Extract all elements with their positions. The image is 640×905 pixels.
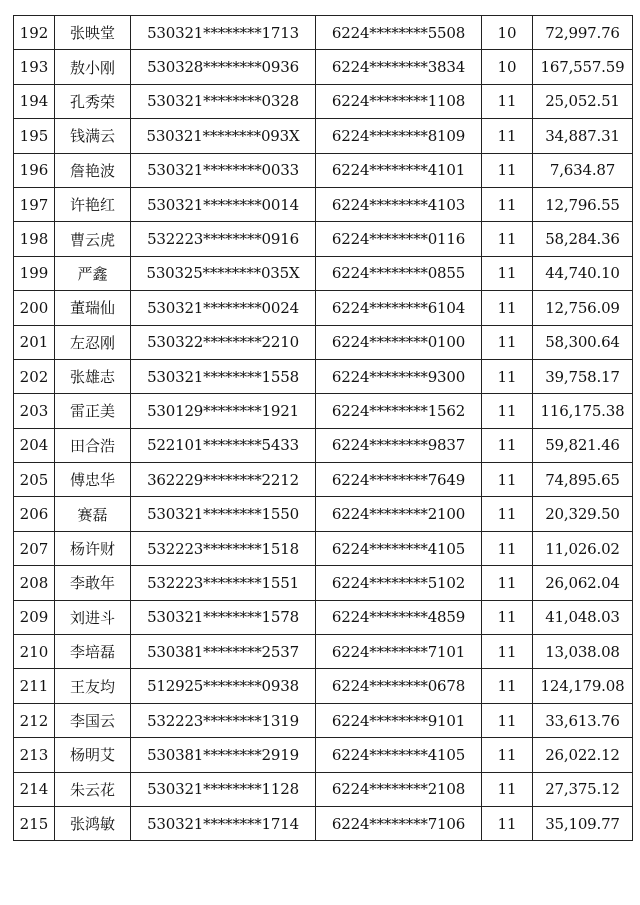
row-number-cell: 192: [14, 16, 55, 50]
person-name-cell: 严鑫: [55, 256, 131, 290]
person-name-cell: 詹艳波: [55, 153, 131, 187]
table-row: [14, 703, 633, 737]
bank-account-cell: 6224********0855: [316, 256, 482, 290]
id-number-cell: 530321********1713: [131, 16, 316, 50]
id-number-cell: 530129********1921: [131, 394, 316, 428]
person-name-cell: 刘进斗: [55, 600, 131, 634]
table-row: [14, 531, 633, 565]
person-name-cell: 许艳红: [55, 187, 131, 221]
id-number-cell: 522101********5433: [131, 428, 316, 462]
count-cell: 11: [482, 600, 533, 634]
row-number-cell: 195: [14, 119, 55, 153]
row-number-cell: 196: [14, 153, 55, 187]
person-name-cell: 董瑞仙: [55, 291, 131, 325]
amount-cell: 72,997.76: [533, 16, 633, 50]
table-row: [14, 600, 633, 634]
id-number-cell: 512925********0938: [131, 669, 316, 703]
id-number-cell: 532223********1551: [131, 566, 316, 600]
bank-account-cell: 6224********4105: [316, 738, 482, 772]
bank-account-cell: 6224********4105: [316, 531, 482, 565]
bank-account-cell: 6224********2100: [316, 497, 482, 531]
bank-account-cell: 6224********7649: [316, 463, 482, 497]
payment-roster-table: [13, 15, 633, 841]
amount-cell: 35,109.77: [533, 806, 633, 840]
amount-cell: 27,375.12: [533, 772, 633, 806]
table-row: [14, 325, 633, 359]
bank-account-cell: 6224********9101: [316, 703, 482, 737]
row-number-cell: 193: [14, 50, 55, 84]
count-cell: 11: [482, 256, 533, 290]
bank-account-cell: 6224********0678: [316, 669, 482, 703]
amount-cell: 74,895.65: [533, 463, 633, 497]
bank-account-cell: 6224********9837: [316, 428, 482, 462]
table-row: [14, 16, 633, 50]
bank-account-cell: 6224********1108: [316, 84, 482, 118]
id-number-cell: 530321********1558: [131, 359, 316, 393]
row-number-cell: 206: [14, 497, 55, 531]
table-body: [14, 16, 633, 841]
amount-cell: 26,062.04: [533, 566, 633, 600]
count-cell: 11: [482, 772, 533, 806]
table-row: [14, 84, 633, 118]
table-row: [14, 50, 633, 84]
person-name-cell: 李国云: [55, 703, 131, 737]
bank-account-cell: 6224********0116: [316, 222, 482, 256]
id-number-cell: 530325********035X: [131, 256, 316, 290]
count-cell: 11: [482, 669, 533, 703]
id-number-cell: 530328********0936: [131, 50, 316, 84]
id-number-cell: 532223********0916: [131, 222, 316, 256]
bank-account-cell: 6224********5102: [316, 566, 482, 600]
count-cell: 11: [482, 428, 533, 462]
row-number-cell: 211: [14, 669, 55, 703]
id-number-cell: 530321********093X: [131, 119, 316, 153]
amount-cell: 41,048.03: [533, 600, 633, 634]
row-number-cell: 215: [14, 806, 55, 840]
count-cell: 11: [482, 325, 533, 359]
person-name-cell: 左忍刚: [55, 325, 131, 359]
amount-cell: 39,758.17: [533, 359, 633, 393]
table-row: [14, 187, 633, 221]
table-row: [14, 497, 633, 531]
table-row: [14, 359, 633, 393]
bank-account-cell: 6224********6104: [316, 291, 482, 325]
count-cell: 11: [482, 703, 533, 737]
id-number-cell: 532223********1518: [131, 531, 316, 565]
person-name-cell: 田合浩: [55, 428, 131, 462]
count-cell: 11: [482, 394, 533, 428]
bank-account-cell: 6224********7101: [316, 635, 482, 669]
table-row: [14, 119, 633, 153]
row-number-cell: 207: [14, 531, 55, 565]
person-name-cell: 张鸿敏: [55, 806, 131, 840]
count-cell: 11: [482, 497, 533, 531]
table-row: [14, 394, 633, 428]
id-number-cell: 530321********1128: [131, 772, 316, 806]
amount-cell: 7,634.87: [533, 153, 633, 187]
person-name-cell: 张雄志: [55, 359, 131, 393]
count-cell: 11: [482, 153, 533, 187]
person-name-cell: 曹云虎: [55, 222, 131, 256]
id-number-cell: 530322********2210: [131, 325, 316, 359]
amount-cell: 58,284.36: [533, 222, 633, 256]
row-number-cell: 209: [14, 600, 55, 634]
amount-cell: 11,026.02: [533, 531, 633, 565]
id-number-cell: 532223********1319: [131, 703, 316, 737]
amount-cell: 12,796.55: [533, 187, 633, 221]
count-cell: 11: [482, 463, 533, 497]
person-name-cell: 李敢年: [55, 566, 131, 600]
row-number-cell: 203: [14, 394, 55, 428]
bank-account-cell: 6224********4859: [316, 600, 482, 634]
bank-account-cell: 6224********5508: [316, 16, 482, 50]
row-number-cell: 198: [14, 222, 55, 256]
count-cell: 11: [482, 806, 533, 840]
bank-account-cell: 6224********1562: [316, 394, 482, 428]
row-number-cell: 194: [14, 84, 55, 118]
person-name-cell: 张映堂: [55, 16, 131, 50]
id-number-cell: 530321********1550: [131, 497, 316, 531]
table-row: [14, 153, 633, 187]
id-number-cell: 530321********1714: [131, 806, 316, 840]
count-cell: 11: [482, 635, 533, 669]
count-cell: 11: [482, 738, 533, 772]
amount-cell: 34,887.31: [533, 119, 633, 153]
count-cell: 11: [482, 531, 533, 565]
count-cell: 11: [482, 119, 533, 153]
amount-cell: 167,557.59: [533, 50, 633, 84]
table-row: [14, 806, 633, 840]
bank-account-cell: 6224********8109: [316, 119, 482, 153]
row-number-cell: 197: [14, 187, 55, 221]
id-number-cell: 530321********0024: [131, 291, 316, 325]
table-row: [14, 635, 633, 669]
id-number-cell: 530321********0328: [131, 84, 316, 118]
bank-account-cell: 6224********7106: [316, 806, 482, 840]
id-number-cell: 530381********2919: [131, 738, 316, 772]
amount-cell: 12,756.09: [533, 291, 633, 325]
row-number-cell: 202: [14, 359, 55, 393]
person-name-cell: 赛磊: [55, 497, 131, 531]
table-row: [14, 772, 633, 806]
person-name-cell: 傅忠华: [55, 463, 131, 497]
amount-cell: 26,022.12: [533, 738, 633, 772]
row-number-cell: 213: [14, 738, 55, 772]
row-number-cell: 205: [14, 463, 55, 497]
count-cell: 11: [482, 359, 533, 393]
row-number-cell: 208: [14, 566, 55, 600]
bank-account-cell: 6224********3834: [316, 50, 482, 84]
person-name-cell: 孔秀荣: [55, 84, 131, 118]
amount-cell: 59,821.46: [533, 428, 633, 462]
amount-cell: 13,038.08: [533, 635, 633, 669]
id-number-cell: 530321********1578: [131, 600, 316, 634]
row-number-cell: 199: [14, 256, 55, 290]
count-cell: 11: [482, 222, 533, 256]
document-page: [13, 15, 626, 841]
bank-account-cell: 6224********0100: [316, 325, 482, 359]
table-row: [14, 291, 633, 325]
bank-account-cell: 6224********2108: [316, 772, 482, 806]
person-name-cell: 雷正美: [55, 394, 131, 428]
person-name-cell: 杨明艾: [55, 738, 131, 772]
bank-account-cell: 6224********4101: [316, 153, 482, 187]
person-name-cell: 杨许财: [55, 531, 131, 565]
amount-cell: 58,300.64: [533, 325, 633, 359]
count-cell: 10: [482, 50, 533, 84]
count-cell: 11: [482, 566, 533, 600]
row-number-cell: 210: [14, 635, 55, 669]
id-number-cell: 530381********2537: [131, 635, 316, 669]
row-number-cell: 200: [14, 291, 55, 325]
row-number-cell: 212: [14, 703, 55, 737]
person-name-cell: 朱云花: [55, 772, 131, 806]
count-cell: 11: [482, 291, 533, 325]
row-number-cell: 201: [14, 325, 55, 359]
amount-cell: 25,052.51: [533, 84, 633, 118]
table-row: [14, 738, 633, 772]
table-row: [14, 669, 633, 703]
table-row: [14, 222, 633, 256]
id-number-cell: 530321********0014: [131, 187, 316, 221]
row-number-cell: 204: [14, 428, 55, 462]
amount-cell: 44,740.10: [533, 256, 633, 290]
person-name-cell: 敖小刚: [55, 50, 131, 84]
count-cell: 11: [482, 84, 533, 118]
count-cell: 10: [482, 16, 533, 50]
row-number-cell: 214: [14, 772, 55, 806]
bank-account-cell: 6224********9300: [316, 359, 482, 393]
id-number-cell: 362229********2212: [131, 463, 316, 497]
table-row: [14, 256, 633, 290]
amount-cell: 20,329.50: [533, 497, 633, 531]
amount-cell: 116,175.38: [533, 394, 633, 428]
id-number-cell: 530321********0033: [131, 153, 316, 187]
table-row: [14, 463, 633, 497]
person-name-cell: 王友均: [55, 669, 131, 703]
count-cell: 11: [482, 187, 533, 221]
table-row: [14, 428, 633, 462]
bank-account-cell: 6224********4103: [316, 187, 482, 221]
table-row: [14, 566, 633, 600]
person-name-cell: 钱满云: [55, 119, 131, 153]
person-name-cell: 李培磊: [55, 635, 131, 669]
amount-cell: 124,179.08: [533, 669, 633, 703]
amount-cell: 33,613.76: [533, 703, 633, 737]
